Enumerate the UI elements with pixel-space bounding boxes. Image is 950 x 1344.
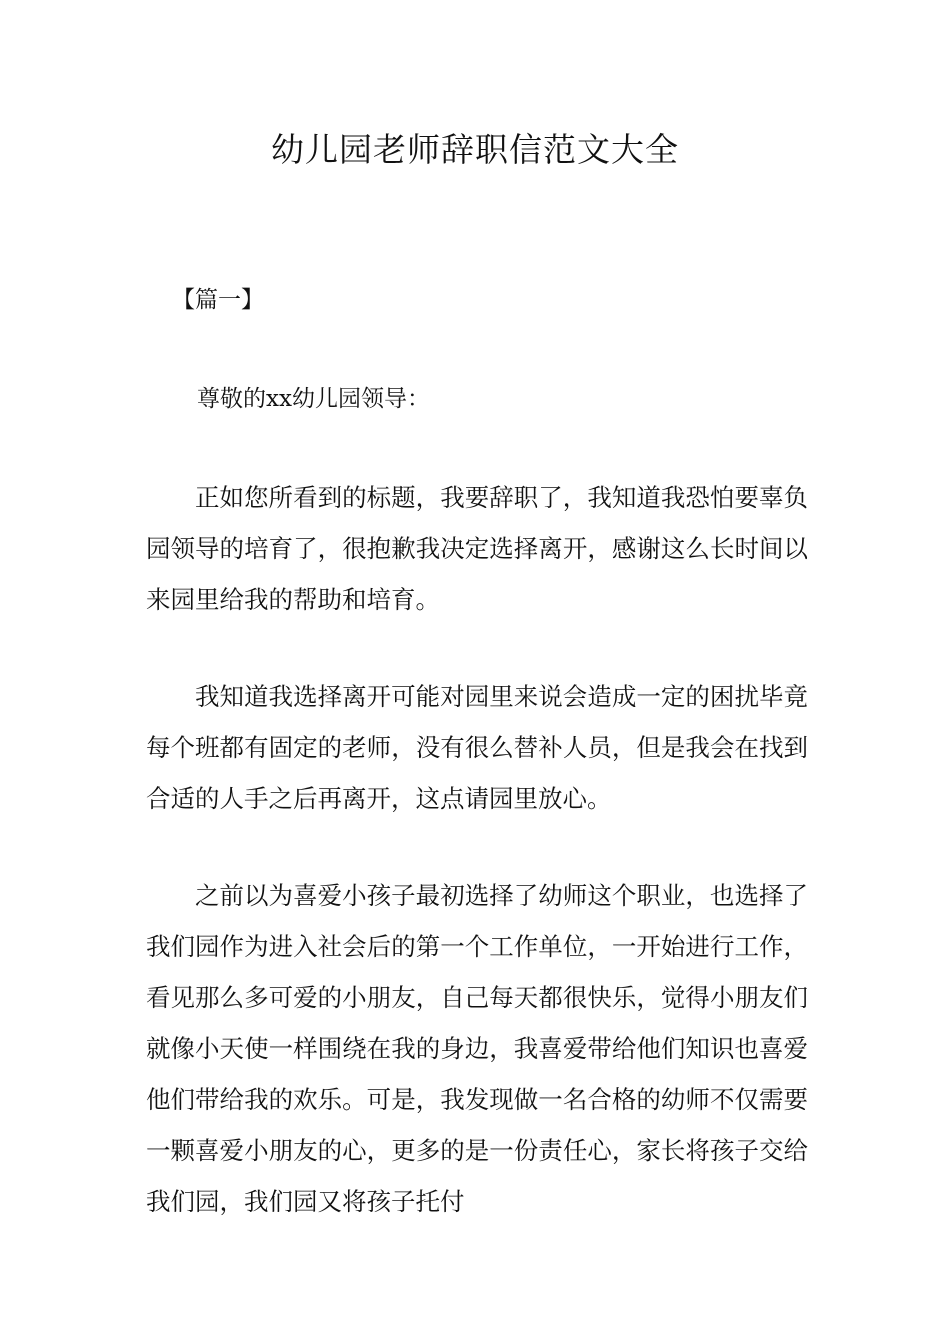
body-paragraph-2: 我知道我选择离开可能对园里来说会造成一定的困扰毕竟每个班都有固定的老师，没有很么替补人员，但是我会在找到合适的人手之后再离开，这点请园里放心。	[146, 682, 808, 813]
body-paragraph-3: 之前以为喜爱小孩子最初选择了幼师这个职业，也选择了我们园作为进入社会后的第一个工作单位，一开始进行工作，看见那么多可爱的小朋友，自己每天都很快乐，觉得小朋友们就像小天使一样围绕在我的身边，我喜爱带给他们知识也喜爱他们带给我的欢乐。可是，我发现做一名合格的幼师不仅需要一颗喜爱小朋友的心，更多的是一份责任心，家长将孩子交给我们园，我们园又将孩子托付	[146, 881, 808, 1216]
section-label: 【篇一】	[172, 287, 264, 313]
body-paragraph-1: 正如您所看到的标题，我要辞职了，我知道我恐怕要辜负园领导的培育了，很抱歉我决定选择离开，感谢这么长时间以来园里给我的帮助和培育。	[146, 483, 808, 614]
document-title: 幼儿园老师辞职信范文大全	[271, 130, 679, 169]
salutation: 尊敬的xx幼儿园领导：	[197, 386, 430, 412]
